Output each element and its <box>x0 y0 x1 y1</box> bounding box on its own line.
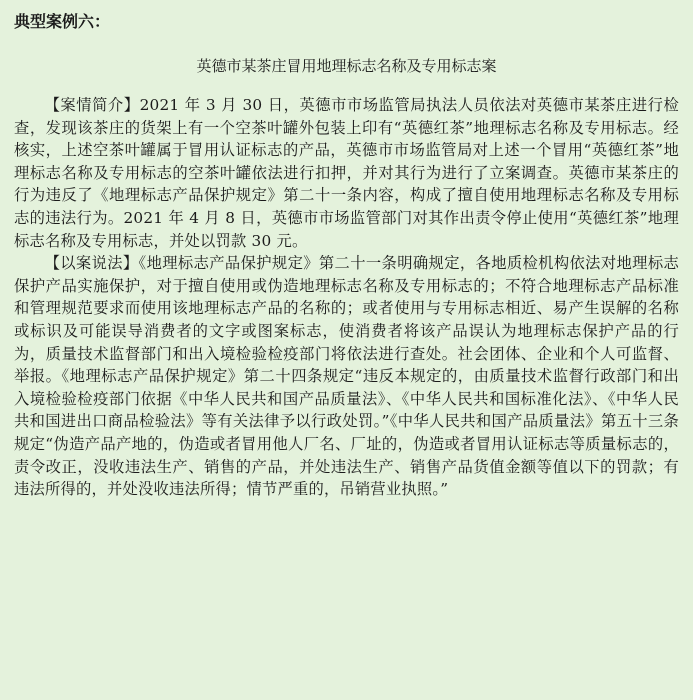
legal-explanation-paragraph: 【以案说法】《地理标志产品保护规定》第二十一条明确规定，各地质检机构依法对地理标志保护产品实施保护，对于擅自使用或伪造地理标志名称及专用标志的；不符合地理标志产品标准和管理规范要求而使用该地理标志产品的名称的；或者使用与专用标志相近、易产生误解的名称或标识及可能误导消费者的文字或图案标志，使消费者将该产品误认为地理标志保护产品的行为，质量技术监督部门和出入境检验检疫部门将依法进行查处。社会团体、企业和个人可监督、举报。《地理标志产品保护规定》第二十四条规定“违反本规定的，由质量技术监督行政部门和出入境检验检疫部门依据《中华人民共和国产品质量法》、《中华人民共和国标准化法》、《中华人民共和国进出口商品检验法》等有关法律予以行政处罚。”《中华人民共和国产品质量法》第五十三条规定“伪造产品产地的，伪造或者冒用他人厂名、厂址的，伪造或者冒用认证标志等质量标志的，责令改正，没收违法生产、销售的产品，并处违法生产、销售产品货值金额等值以下的罚款；有违法所得的，并处没收违法所得；情节严重的，吊销营业执照。” <box>14 254 679 499</box>
section-heading: 典型案例六： <box>14 12 111 31</box>
case-summary-paragraph: 【案情简介】2021 年 3 月 30 日，英德市市场监管局执法人员依法对英德市某茶庄进行检查，发现该茶庄的货架上有一个空茶叶罐外包装上印有“英德红茶”地理标志名称及专用标志。经核实，上述空茶叶罐属于冒用认证标志的产品，英德市市场监管局对上述一个冒用“英德红茶”地理标志名称及专用标志的空茶叶罐依法进行扣押，并对其行为进行了立案调查。英德市某茶庄的行为违反了《地理标志产品保护规定》第二十一条内容，构成了擅自使用地理标志名称及专用标志的违法行为。2021 年 4 月 8 日，英德市市场监管部门对其作出责令停止使用“英德红茶”地理标志名称及专用标志，并处以罚款 30 元。 <box>14 96 679 250</box>
case-title: 英德市某茶庄冒用地理标志名称及专用标志案 <box>196 57 497 75</box>
